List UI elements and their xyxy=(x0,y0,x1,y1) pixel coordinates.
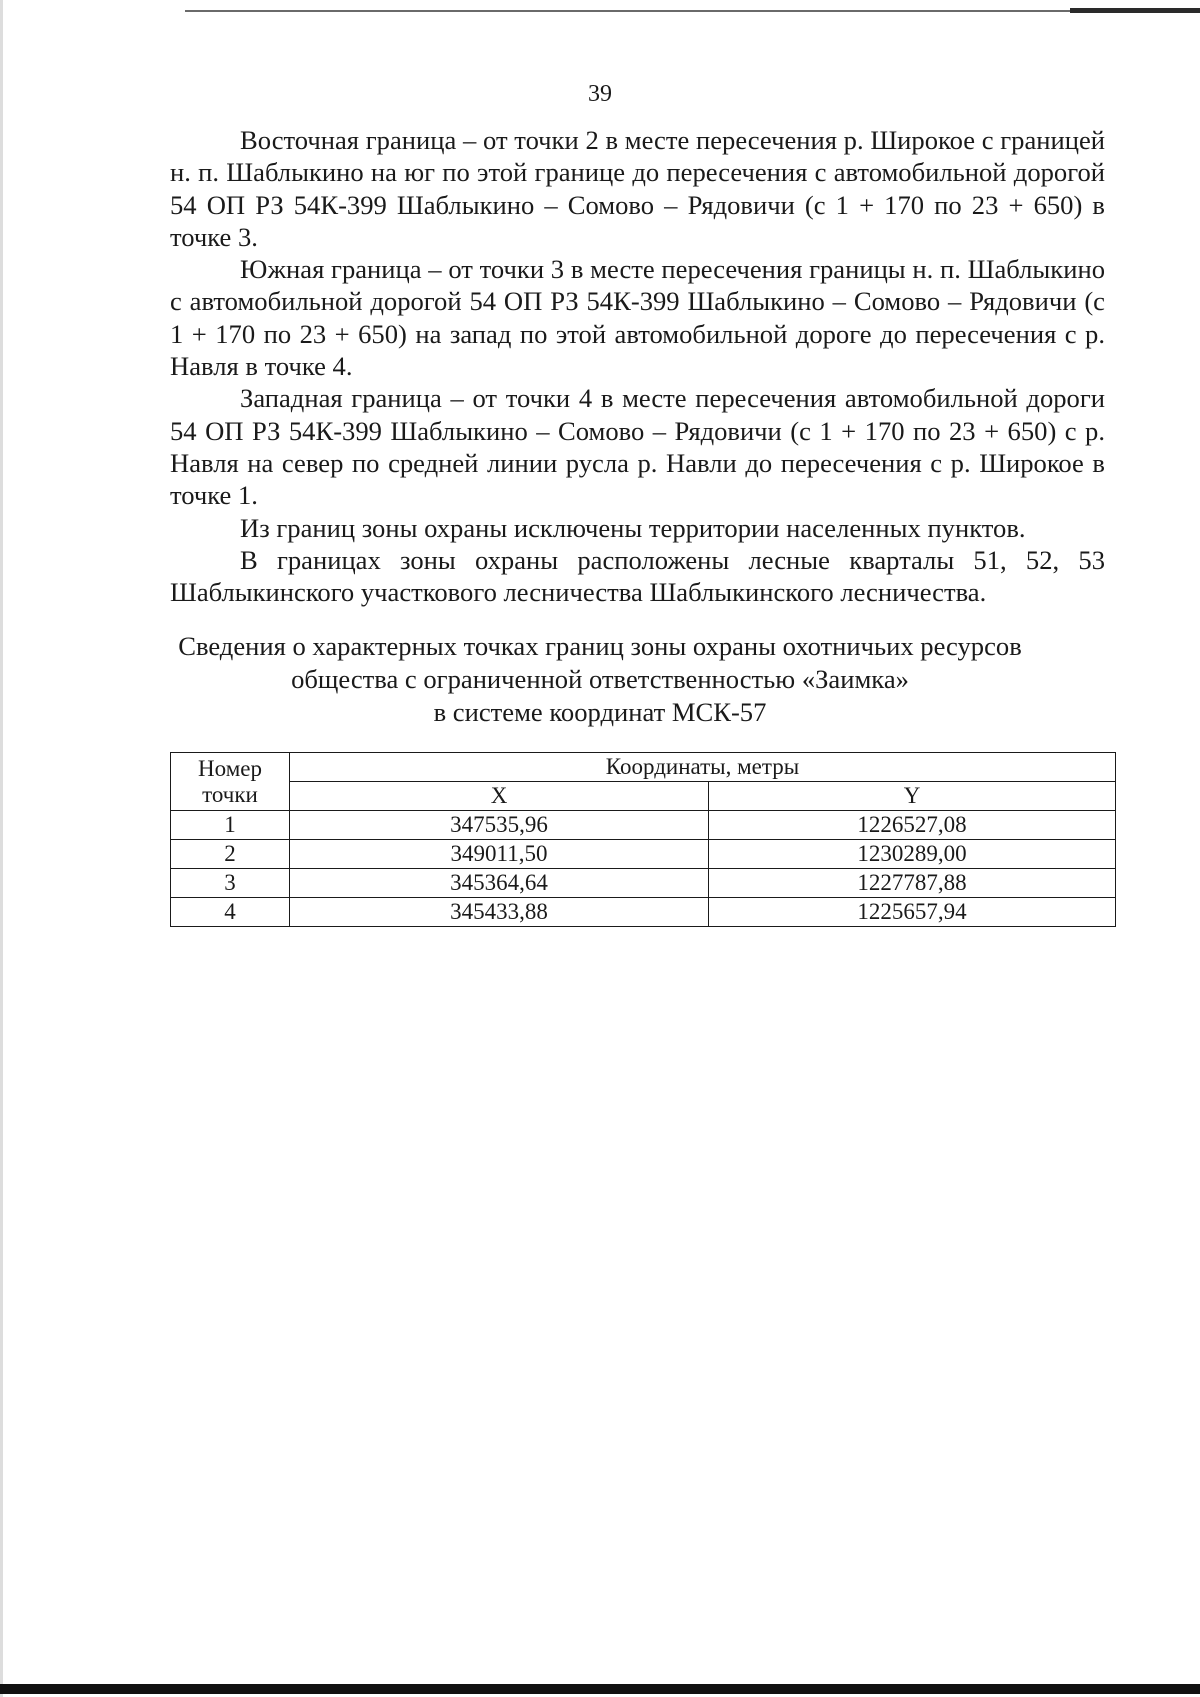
cell-y: 1226527,08 xyxy=(709,811,1116,840)
cell-x: 345433,88 xyxy=(290,898,709,927)
header-coordinates: Координаты, метры xyxy=(290,753,1116,782)
paragraph-east-boundary: Восточная граница – от точки 2 в месте пересечения р. Широкое с границей н. п. Шаблыкино на юг по этой границе до пересечения с автомобильной дорогой 54 ОП РЗ 54К-399 Шаблыкино – Сомово – Рядовичи (с 1 + 170 по 23 + 650) в точке 3. xyxy=(170,125,1105,252)
body-text xyxy=(170,124,1105,608)
paragraph-excluded-territories: Из границ зоны охраны исключены территории населенных пунктов. xyxy=(240,512,1026,543)
header-y: Y xyxy=(709,782,1116,811)
table-caption xyxy=(0,630,1200,729)
scan-left-edge xyxy=(0,0,3,1697)
table-row xyxy=(171,840,1116,869)
table-row xyxy=(171,811,1116,840)
page-number: 39 xyxy=(588,81,612,107)
cell-point: 2 xyxy=(171,840,290,869)
paragraph-west-boundary: Западная граница – от точки 4 в месте пересечения автомобильной дороги 54 ОП РЗ 54К-399 Шаблыкино – Сомово – Рядовичи (с 1 + 170 по 23 + 650) с р. Навля на север по средней линии русла р. Навли до пересечения с р. Широкое в точке 1. xyxy=(170,383,1105,511)
paragraph-forest-quarters: В границах зоны охраны расположены лесные кварталы 51, 52, 53 Шаблыкинского участкового лесничества Шаблыкинского лесничества. xyxy=(170,544,1105,608)
header-point-number xyxy=(171,753,290,811)
cell-point: 4 xyxy=(171,898,290,927)
caption-line-1: Сведения о характерных точках границ зоны охраны охотничьих ресурсов xyxy=(178,631,1022,661)
paragraph-south-boundary: Южная граница – от точки 3 в месте пересечения границы н. п. Шаблыкино с автомобильной дорогой 54 ОП РЗ 54К-399 Шаблыкино – Сомово – Рядовичи (с 1 + 170 по 23 + 650) на запад по этой автомобильной дороге до пересечения с р. Навля в точке 4. xyxy=(170,254,1105,382)
header-point-line-1: Номер xyxy=(198,755,262,781)
table-subheader-row xyxy=(171,782,1116,811)
table-header-row xyxy=(171,753,1116,782)
scan-top-border-dark xyxy=(1070,8,1200,13)
header-point-line-2: точки xyxy=(202,781,258,807)
cell-x: 345364,64 xyxy=(290,869,709,898)
cell-point: 3 xyxy=(171,869,290,898)
header-x: X xyxy=(290,782,709,811)
cell-x: 347535,96 xyxy=(290,811,709,840)
cell-x: 349011,50 xyxy=(290,840,709,869)
scan-top-border xyxy=(185,10,1170,12)
cell-y: 1230289,00 xyxy=(709,840,1116,869)
scan-bottom-border xyxy=(0,1684,1200,1694)
caption-line-3: в системе координат МСК-57 xyxy=(433,697,767,727)
cell-y: 1227787,88 xyxy=(709,869,1116,898)
table-row xyxy=(171,869,1116,898)
table-row xyxy=(171,898,1116,927)
caption-line-2: общества с ограниченной ответственностью «Заимка» xyxy=(291,664,909,694)
cell-y: 1225657,94 xyxy=(709,898,1116,927)
cell-point: 1 xyxy=(171,811,290,840)
coordinates-table xyxy=(170,752,1116,927)
